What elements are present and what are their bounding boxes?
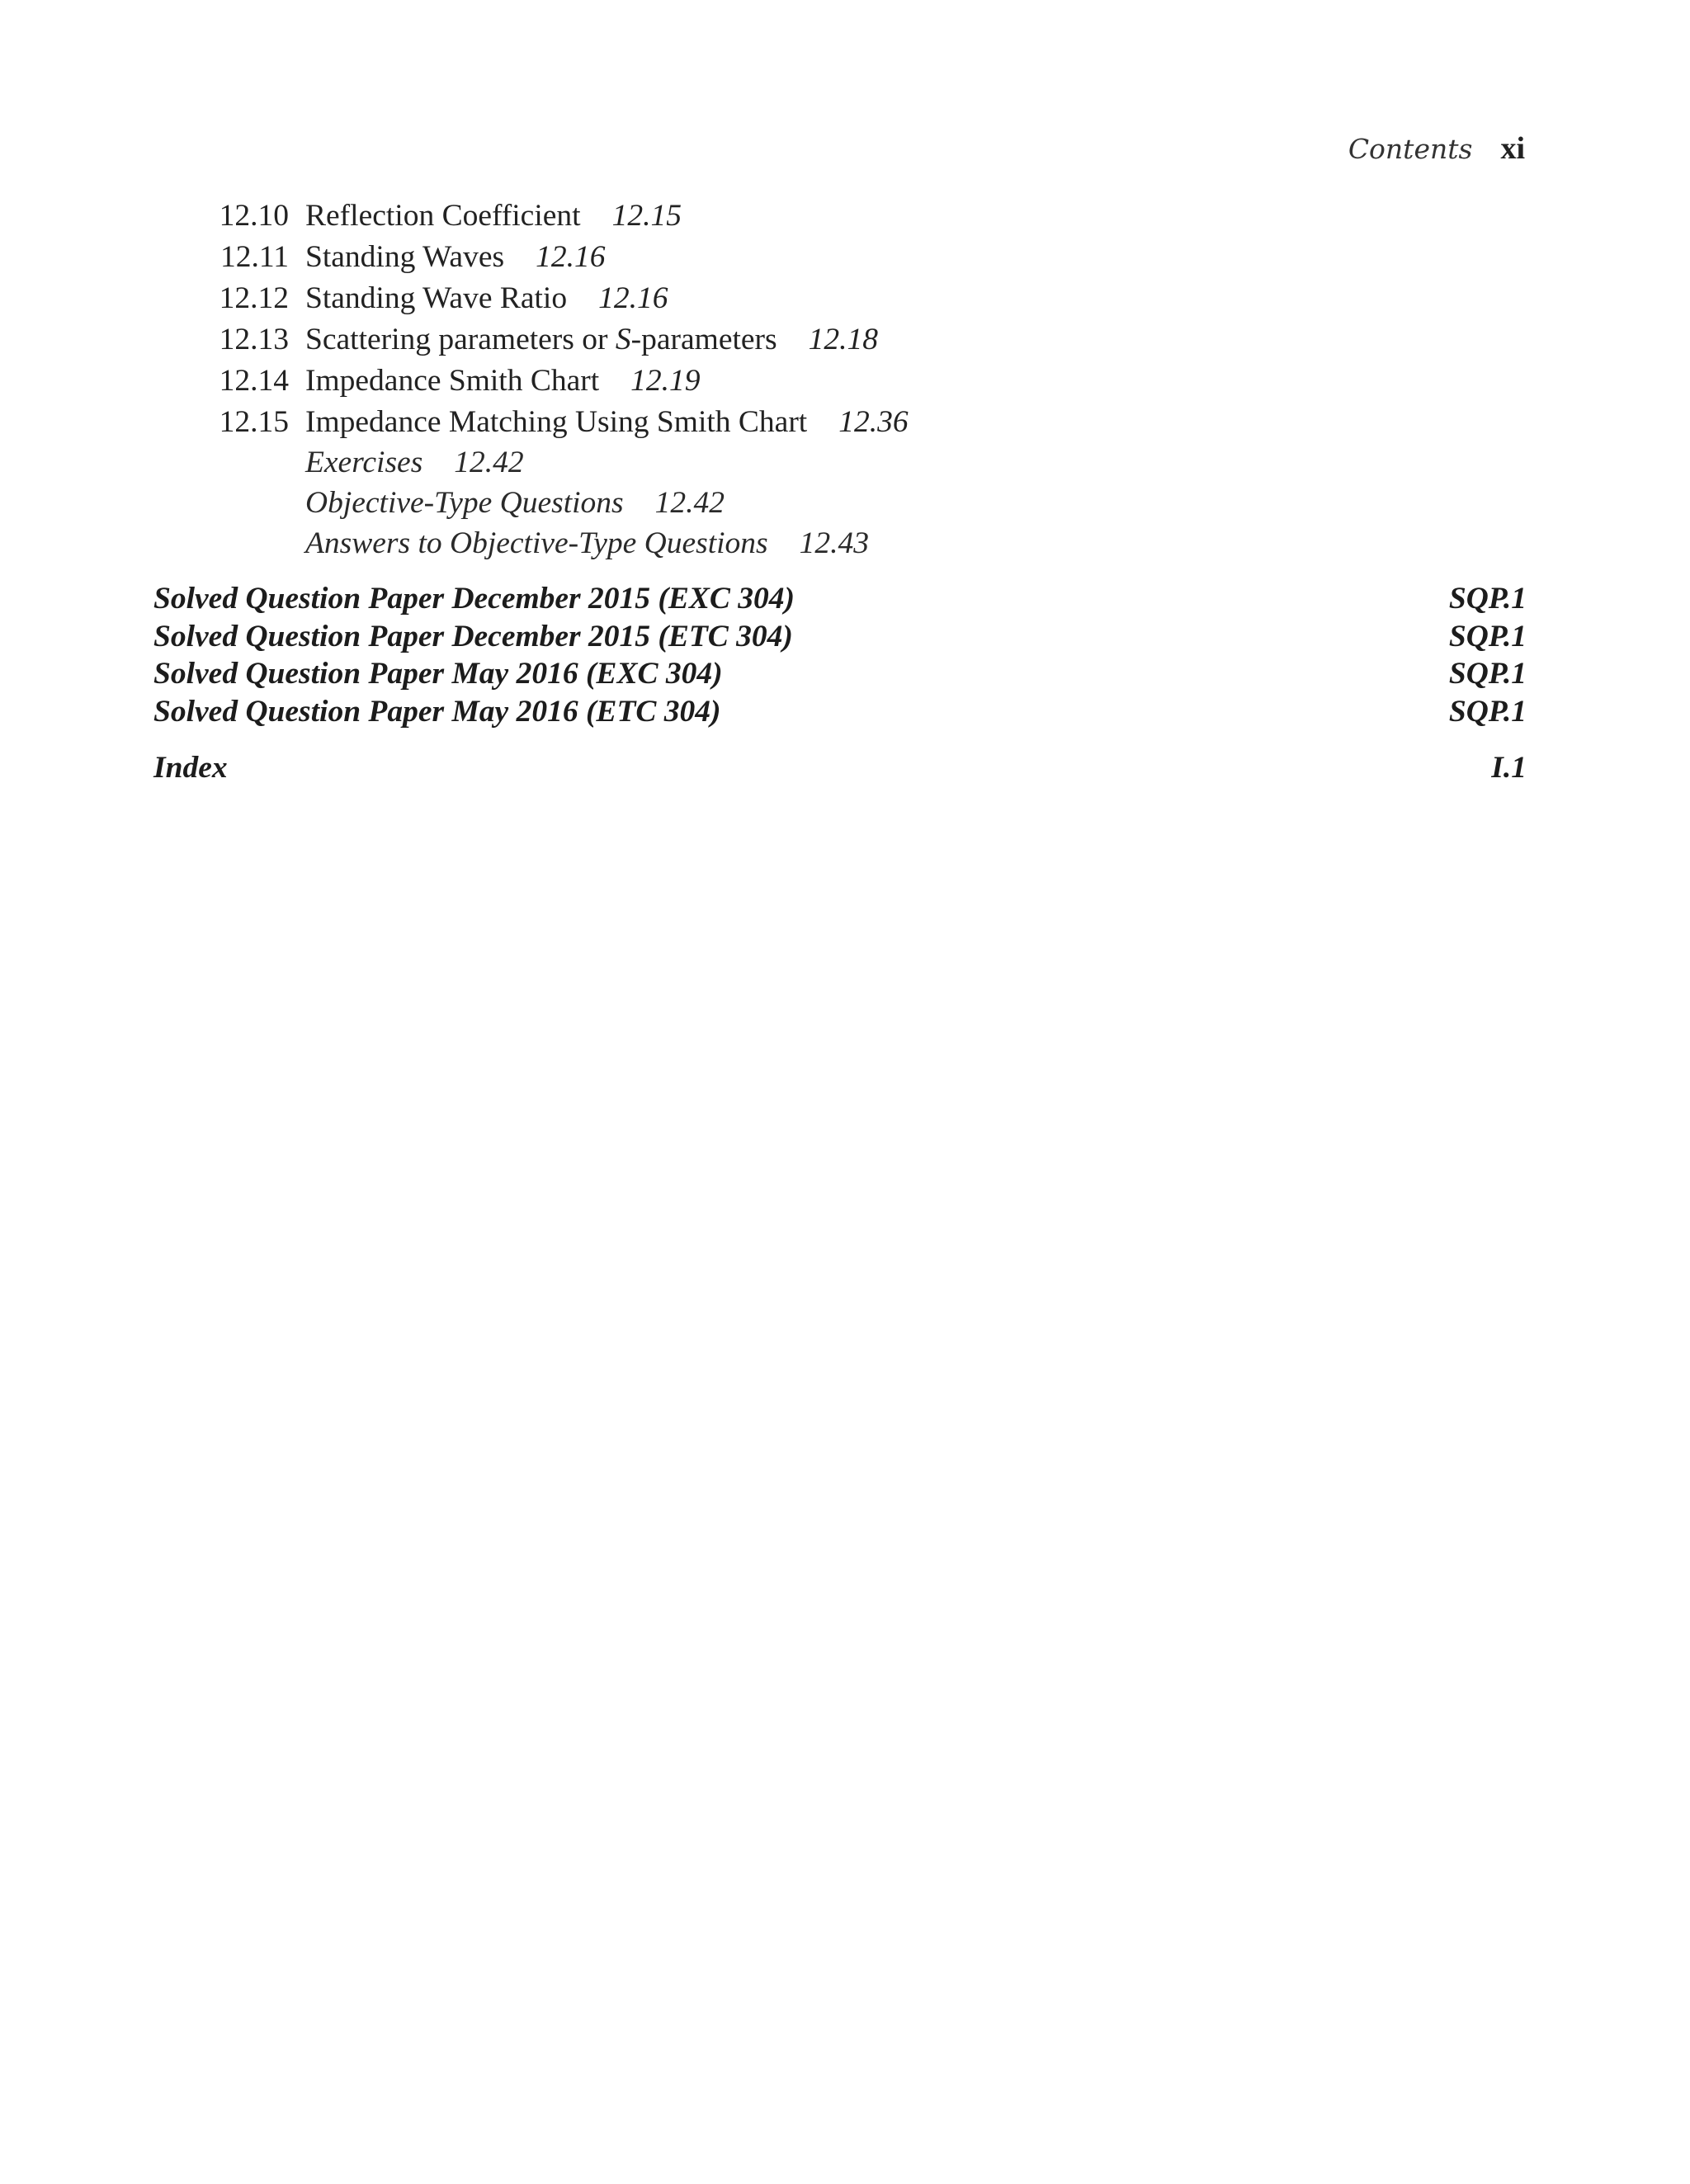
- entry-page: SQP.1: [1448, 695, 1527, 729]
- toc-entry-12-13[interactable]: [0, 319, 1690, 361]
- section-number: 12.13: [219, 323, 289, 356]
- entry-title: Index: [153, 751, 228, 785]
- toc-entry-exercises[interactable]: [305, 442, 524, 483]
- section-page: 12.18: [808, 323, 878, 356]
- section-title-wrap: [305, 196, 682, 237]
- toc-entry-question-paper[interactable]: [153, 654, 1527, 694]
- entry-page: 12.43: [799, 526, 870, 560]
- entry-title: Solved Question Paper May 2016 (EXC 304): [153, 657, 723, 691]
- entry-title: Solved Question Paper December 2015 (ETC 304): [153, 620, 793, 653]
- section-title: Reflection Coefficient: [305, 199, 581, 233]
- entry-title: Solved Question Paper December 2015 (EXC 304): [153, 582, 795, 616]
- running-head-title: Contents: [1348, 133, 1473, 165]
- toc-entry-index[interactable]: [153, 748, 1527, 788]
- section-title: Standing Wave Ratio: [305, 281, 568, 315]
- entry-title: Objective-Type Questions: [305, 486, 624, 520]
- entry-title: Exercises: [305, 446, 423, 479]
- running-head: [1348, 130, 1525, 173]
- section-page: 12.19: [630, 364, 701, 398]
- section-title-wrap: [305, 278, 668, 319]
- section-title-variable: S: [615, 323, 631, 356]
- toc-entry-12-12[interactable]: [0, 278, 1690, 319]
- section-page: 12.36: [838, 405, 909, 439]
- entry-page: 12.42: [454, 446, 524, 479]
- section-number: 12.10: [219, 199, 289, 233]
- section-number: 12.14: [219, 364, 289, 398]
- entry-page: SQP.1: [1448, 582, 1527, 616]
- section-title: Impedance Smith Chart: [305, 364, 600, 398]
- toc-entry-question-paper[interactable]: [153, 617, 1527, 657]
- entry-page: SQP.1: [1448, 657, 1527, 691]
- section-number: 12.11: [220, 240, 289, 274]
- toc-entry-objective-questions[interactable]: [305, 483, 725, 524]
- toc-entry-answers[interactable]: [305, 523, 869, 564]
- section-title-wrap: [305, 402, 909, 443]
- section-number: 12.15: [219, 405, 289, 439]
- section-title-part: Scattering parameters or: [305, 323, 616, 356]
- section-page: 12.16: [598, 281, 668, 315]
- entry-page: SQP.1: [1448, 620, 1527, 653]
- section-title: Impedance Matching Using Smith Chart: [305, 405, 808, 439]
- section-page: 12.16: [536, 240, 606, 274]
- toc-entry-question-paper[interactable]: [153, 692, 1527, 732]
- entry-page: 12.42: [654, 486, 725, 520]
- section-title-part: -parameters: [630, 323, 777, 356]
- section-title-wrap: [305, 237, 605, 278]
- entry-page: I.1: [1491, 751, 1527, 785]
- toc-entry-12-15[interactable]: [0, 402, 1690, 443]
- section-number: 12.12: [219, 281, 289, 315]
- section-page: 12.15: [611, 199, 682, 233]
- toc-entry-12-14[interactable]: [0, 361, 1690, 402]
- toc-entry-12-10[interactable]: [0, 196, 1690, 237]
- toc-entry-12-11[interactable]: [0, 237, 1690, 278]
- entry-title: Answers to Objective-Type Questions: [305, 526, 768, 560]
- toc-entry-question-paper[interactable]: [153, 579, 1527, 619]
- section-title-wrap: [305, 319, 878, 361]
- section-title: Standing Waves: [305, 240, 505, 274]
- page-number: xi: [1500, 131, 1525, 166]
- entry-title: Solved Question Paper May 2016 (ETC 304): [153, 695, 721, 729]
- section-title-wrap: [305, 361, 701, 402]
